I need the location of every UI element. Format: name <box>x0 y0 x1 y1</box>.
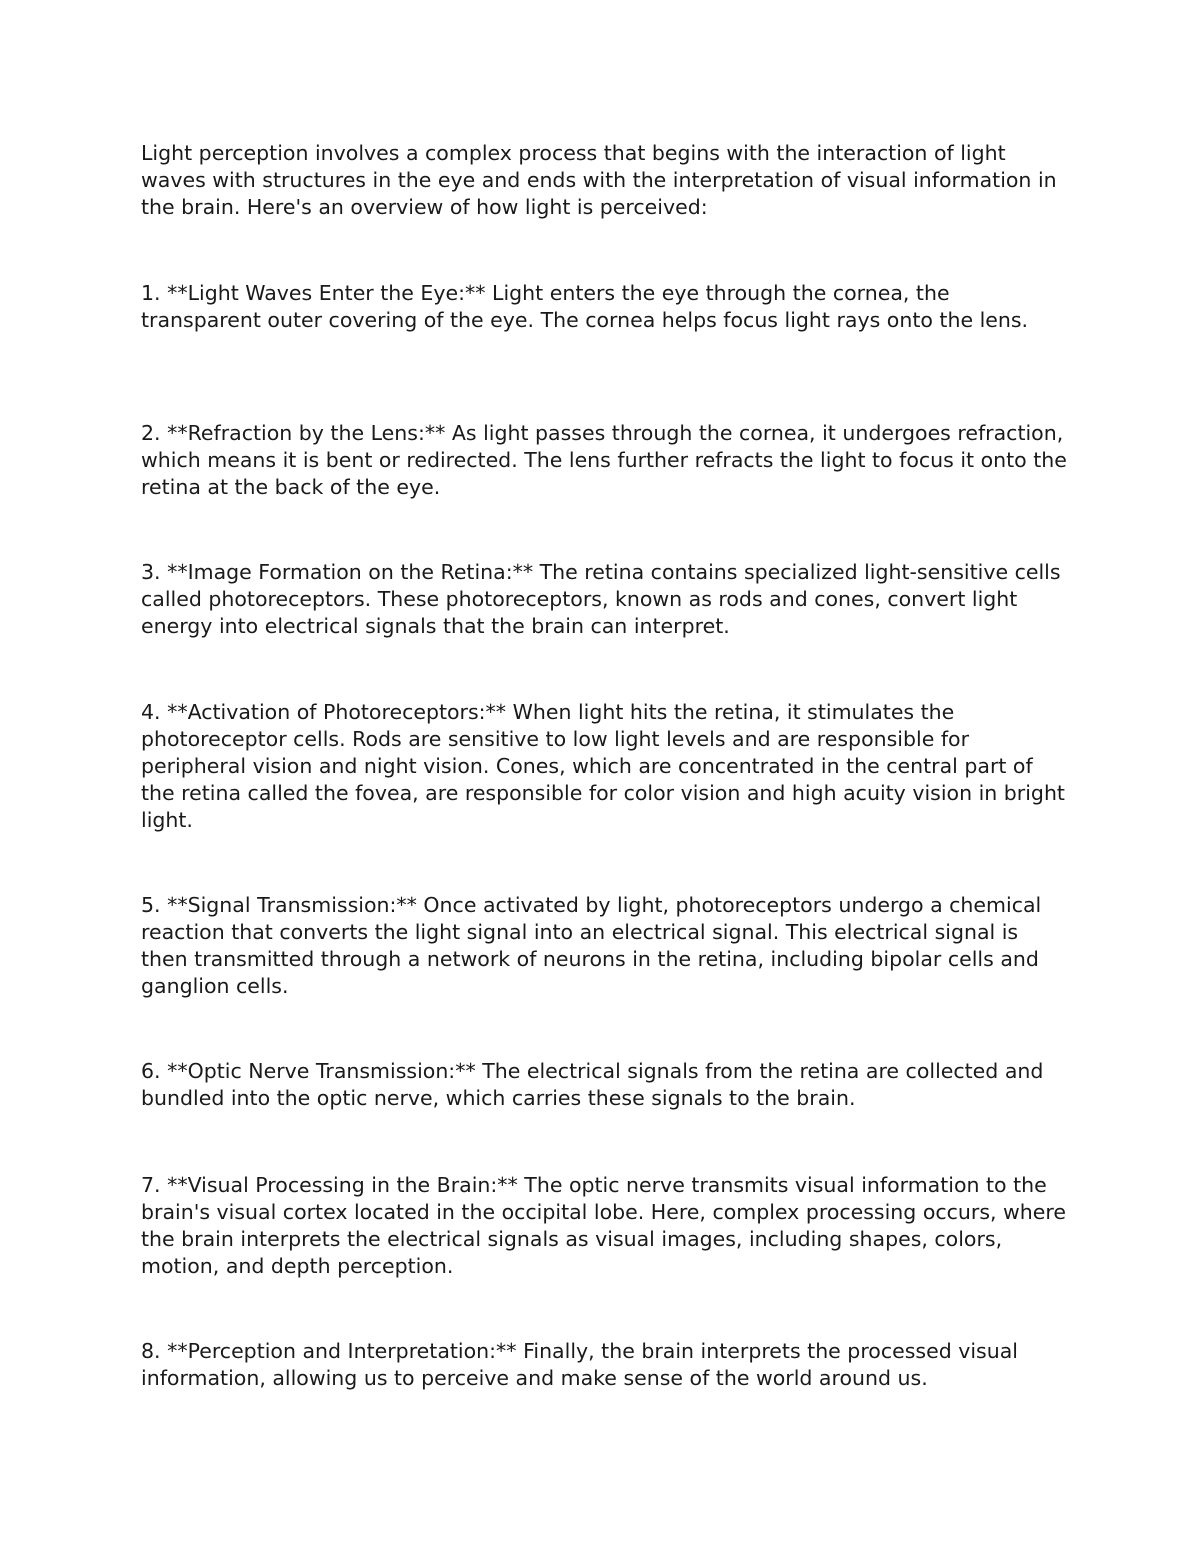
step-paragraph-6: 6. **Optic Nerve Transmission:** The electrical signals from the retina are collected and bundled into the optic nerve, which carries these signals to the brain. <box>141 1059 1044 1110</box>
step-paragraph-1: 1. **Light Waves Enter the Eye:** Light enters the eye through the cornea, the transparent outer covering of the eye. The cornea helps focus light rays onto the lens. <box>141 281 1029 332</box>
step-paragraph-2: 2. **Refraction by the Lens:** As light passes through the cornea, it undergoes refraction, which means it is bent or redirected. The lens further refracts the light to focus it onto the retina at the back of the eye. <box>141 421 1067 499</box>
step-paragraph-8: 8. **Perception and Interpretation:** Finally, the brain interprets the processed visual information, allowing us to perceive and make sense of the world around us. <box>141 1339 1018 1390</box>
step-paragraph-7: 7. **Visual Processing in the Brain:** The optic nerve transmits visual information to the brain's visual cortex located in the occipital lobe. Here, complex processing occurs, where the brain interprets the electrical signals as visual images, including shapes, colors, motion, and depth perception. <box>141 1173 1067 1278</box>
step-paragraph-3: 3. **Image Formation on the Retina:** The retina contains specialized light-sensitive cells called photoreceptors. These photoreceptors, known as rods and cones, convert light energy into electrical signals that the brain can interpret. <box>141 560 1061 638</box>
step-paragraph-4: 4. **Activation of Photoreceptors:** When light hits the retina, it stimulates the photoreceptor cells. Rods are sensitive to low light levels and are responsible for peripheral vision and night vision. Cones, which are concentrated in the central part of the retina called the fovea, are responsible for color vision and high acuity vision in bright light. <box>141 700 1065 832</box>
intro-paragraph: Light perception involves a complex process that begins with the interaction of light waves with structures in the eye and ends with the interpretation of visual information in the brain. Here's an overview of how light is perceived: <box>141 141 1057 219</box>
step-paragraph-5: 5. **Signal Transmission:** Once activated by light, photoreceptors undergo a chemical reaction that converts the light signal into an electrical signal. This electrical signal is then transmitted through a network of neurons in the retina, including bipolar cells and ganglion cells. <box>141 893 1042 998</box>
